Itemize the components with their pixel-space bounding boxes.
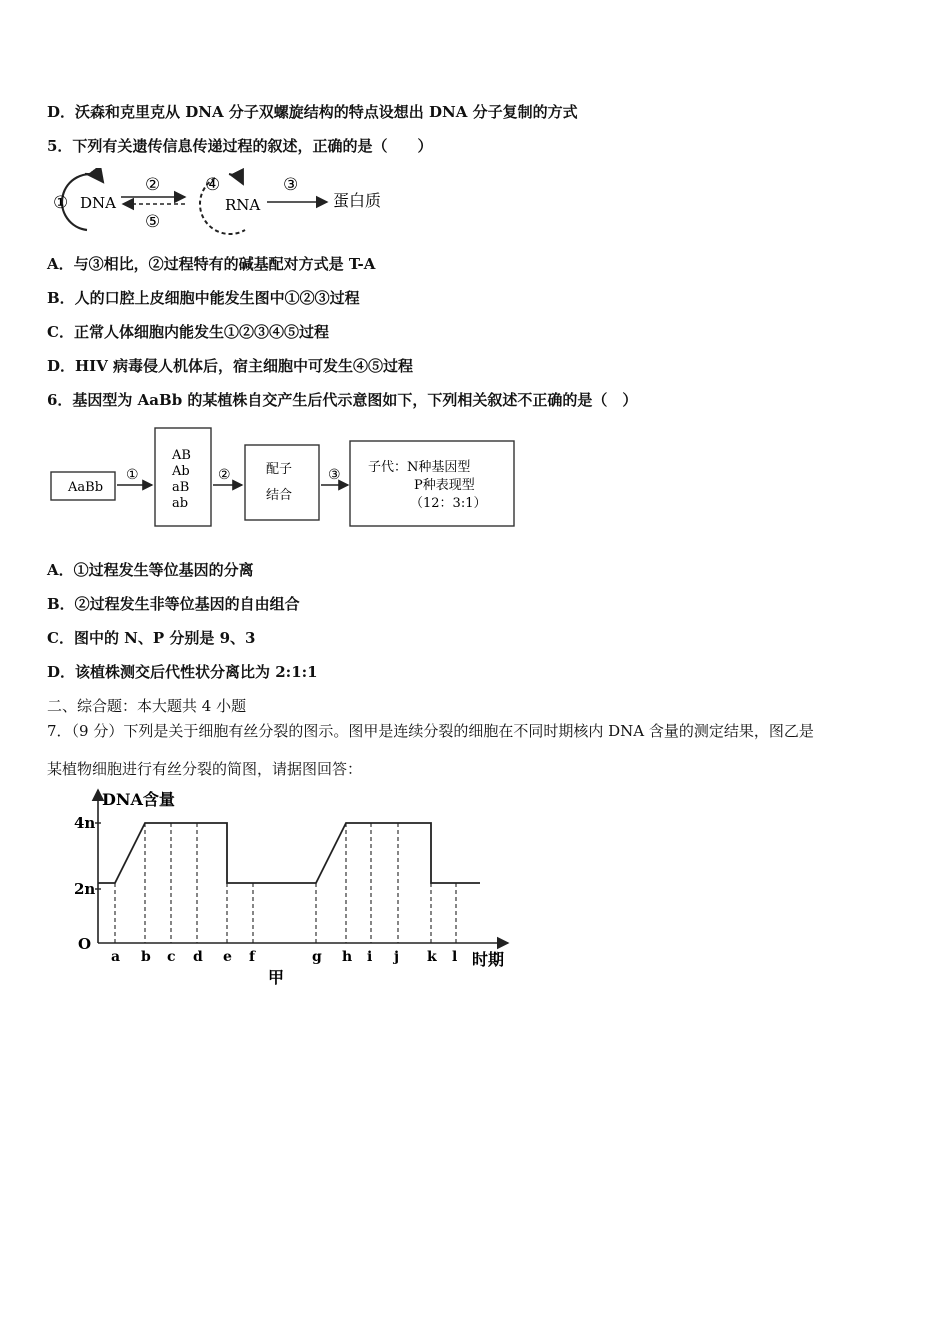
y-axis-label: DNA含量: [102, 790, 175, 809]
q6-option-c: C．图中的 N、P 分别是 9、3: [47, 629, 256, 647]
dna-content-chart: [68, 785, 528, 990]
label-m5: ⑤: [145, 212, 161, 232]
fusion-line1: 配子: [266, 462, 293, 477]
q5-option-c: C．正常人体细胞内能发生①②③④⑤过程: [47, 323, 329, 341]
origin-label: O: [78, 935, 92, 953]
rna-replication-arrow: [229, 174, 243, 184]
label-m4: ④: [205, 175, 221, 195]
label-m3: ③: [283, 175, 299, 195]
x-tick-e: e: [223, 949, 232, 965]
x-tick-a: a: [111, 949, 121, 965]
x-tick-f: f: [249, 949, 256, 965]
q6-option-d: D．该植株测交后代性状分离比为 2:1:1: [47, 663, 318, 681]
label-rna: RNA: [225, 196, 261, 214]
q6-diagram: [48, 425, 518, 530]
fusion-box: [245, 445, 319, 520]
q6-option-a: A．①过程发生等位基因的分离: [47, 561, 254, 579]
x-tick-h: h: [342, 949, 353, 965]
offspring-line3: （12：3:1）: [410, 496, 487, 511]
q6-stem: 6．基因型为 AaBb 的某植株自交产生后代示意图如下，下列相关叙述不正确的是（ ）: [47, 391, 638, 409]
offspring-line1: 子代：N种基因型: [368, 460, 471, 475]
parent-genotype: AaBb: [68, 480, 104, 495]
chart-title: 甲: [268, 968, 285, 987]
offspring-line2: P种表现型: [414, 478, 475, 493]
x-tick-d: d: [193, 949, 203, 965]
x-tick-b: b: [141, 949, 151, 965]
q6-option-b: B．②过程发生非等位基因的自由组合: [47, 595, 300, 613]
label-dna: DNA: [80, 194, 116, 212]
x-tick-j: j: [394, 949, 400, 965]
x-tick-l: l: [452, 949, 458, 965]
q4-option-d: D．沃森和克里克从 DNA 分子双螺旋结构的特点设想出 DNA 分子复制的方式: [47, 103, 578, 121]
gamete-ab-mixed2: aB: [172, 480, 190, 495]
x-tick-k: k: [427, 949, 437, 965]
x-tick-i: i: [367, 949, 373, 965]
q7-stem-line2: 某植物细胞进行有丝分裂的简图，请据图回答：: [47, 760, 363, 778]
x-tick-g: g: [312, 949, 322, 965]
q5-option-d: D．HIV 病毒侵人机体后，宿主细胞中可发生④⑤过程: [47, 357, 414, 375]
step3-label: ③: [328, 467, 341, 483]
label-m1: ①: [53, 193, 69, 213]
step2-label: ②: [218, 467, 231, 483]
q5-option-b: B．人的口腔上皮细胞中能发生图中①②③过程: [47, 289, 360, 307]
gamete-ab-upper: AB: [172, 448, 191, 463]
q7-stem-line1: 7．（9 分）下列是关于细胞有丝分裂的图示。图甲是连续分裂的细胞在不同时期核内 DNA 含量的测定结果，图乙是: [47, 722, 814, 740]
label-m2: ②: [145, 175, 161, 195]
label-protein: 蛋白质: [333, 191, 382, 210]
section2-heading: 二、综合题：本大题共 4 小题: [47, 697, 247, 715]
fusion-line2: 结合: [266, 488, 293, 503]
x-axis-label: 时期: [472, 950, 505, 969]
gamete-ab-mixed: Ab: [172, 464, 190, 479]
y-tick-4n: 4n: [74, 814, 96, 832]
step1-label: ①: [126, 467, 139, 483]
gamete-ab-lower: ab: [172, 496, 189, 511]
x-tick-c: c: [167, 949, 176, 965]
q5-diagram: [45, 168, 395, 238]
q5-option-a: A．与③相比，②过程特有的碱基配对方式是 T-A: [47, 255, 376, 273]
q5-stem: 5．下列有关遗传信息传递过程的叙述，正确的是（ ）: [47, 137, 433, 155]
dna-content-line: [98, 823, 480, 883]
y-tick-2n: 2n: [74, 880, 96, 898]
